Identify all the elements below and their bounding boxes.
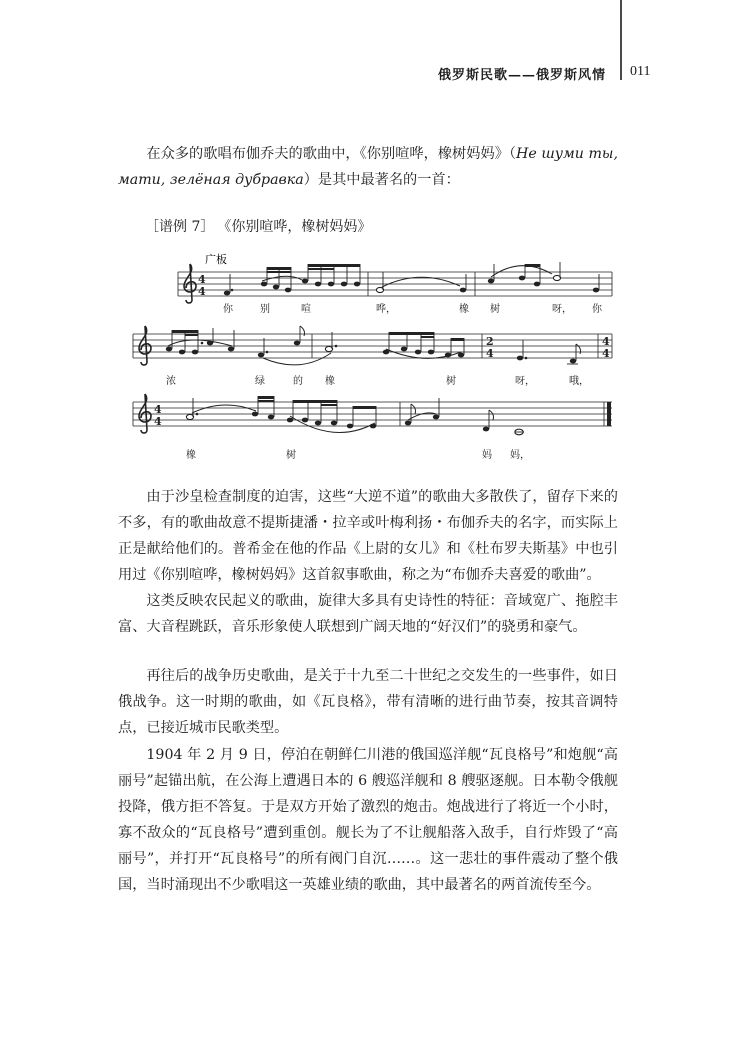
lyric-2-3: 的 [293, 376, 303, 387]
lyric-3-4: 妈， [510, 450, 530, 461]
body-paragraph-2 [118, 588, 618, 640]
svg-text:2: 2 [486, 335, 494, 348]
example-title: 《你别喧哗，橡树妈妈》 [224, 219, 372, 235]
svg-text:4: 4 [154, 403, 162, 416]
paragraph-text: 1904 年 2 月 9 日，停泊在朝鲜仁川港的俄国巡洋舰“瓦良格号”和炮舰“高丽号”起锚出航，在公海上遭遇日本的 6 艘巡洋舰和 8 艘驱逐舰。日本勒令俄舰投降，俄方拒不答复。于是双方开始了激烈的炮击。炮战进行了将近一个小时，寡不敌众的“瓦良格号”遭到重创。舰长为了不让舰船落入敌手，自行炸毁了“高丽号”，并打开“瓦良格号”的所有阀门自沉……。这一悲壮的事件震动了整个俄国，当时涌现出不少歌唱这一英雄业绩的歌曲，其中最著名的两首流传至今。 [118, 747, 618, 893]
running-header [0, 62, 730, 86]
svg-text:4: 4 [154, 415, 162, 428]
lyric-2-2: 绿 [255, 376, 265, 387]
body-paragraph-1 [118, 484, 618, 588]
lyric-3-2: 树 [286, 450, 296, 461]
example-caption [145, 216, 381, 236]
svg-text:4: 4 [198, 273, 206, 286]
intro-text-a: 在众多的歌唱布伽乔夫的歌曲中，《你别喧哗，橡树妈妈》（ [146, 146, 517, 162]
lyric-2-6: 呀， [515, 376, 535, 387]
lyric-1-1: 你 [223, 304, 233, 315]
lyric-1-3: 喧 [301, 304, 311, 315]
body-paragraph-4 [118, 742, 618, 898]
running-title: 俄罗斯民歌——俄罗斯风情 [437, 68, 606, 83]
lyric-1-4: 哗， [376, 304, 396, 315]
lyric-2-4: 橡 [325, 376, 335, 387]
svg-text:4: 4 [602, 335, 610, 348]
lyric-2-7: 哦， [569, 376, 589, 387]
lyric-3-3: 妈 [482, 450, 492, 461]
intro-paragraph [118, 141, 618, 193]
example-label: ［谱例 7］ [145, 219, 215, 235]
lyric-1-2: 别 [260, 304, 270, 315]
svg-text:4: 4 [198, 285, 206, 298]
svg-text:4: 4 [602, 347, 610, 360]
lyric-1-5: 橡 [459, 304, 469, 315]
svg-text:4: 4 [486, 347, 494, 360]
music-score [0, 250, 730, 475]
paragraph-text: 由于沙皇检查制度的迫害，这些“大逆不道”的歌曲大多散佚了，留存下来的不多，有的歌曲故意不提斯捷潘・拉辛或叶梅利扬・布伽乔夫的名字，而实际上正是献给他们的。普希金在他的作品《上尉的女儿》和《杜布罗夫斯基》中也引用过《你别喧哗，橡树妈妈》这首叙事歌曲，称之为“布伽乔夫喜爱的歌曲”。 [118, 489, 618, 583]
body-paragraph-3 [118, 663, 618, 741]
lyric-1-6: 树 [490, 304, 500, 315]
lyric-3-1: 橡 [186, 450, 196, 461]
paragraph-text: 这类反映农民起义的歌曲，旋律大多具有史诗性的特征：音域宽广、拖腔丰富、大音程跳跃，音乐形象使人联想到广阔天地的“好汉们”的骁勇和豪气。 [118, 593, 618, 635]
lyric-1-8: 你 [592, 304, 602, 315]
page-number: 011 [630, 64, 651, 79]
lyric-1-7: 呀， [552, 304, 572, 315]
tempo-marking: 广板 [205, 253, 227, 266]
lyric-2-1: 浓 [166, 376, 176, 387]
russian-song-title: Не шуми ты, мати, зелёная дубравка [118, 146, 618, 188]
paragraph-text: 再往后的战争历史歌曲，是关于十九至二十世纪之交发生的一些事件，如日俄战争。这一时期的歌曲，如《瓦良格》，带有清晰的进行曲节奏，按其音调特点，已接近城市民歌类型。 [118, 668, 618, 736]
lyric-2-5: 树 [446, 376, 456, 387]
intro-text-b: ）是其中最著名的一首： [303, 172, 460, 188]
